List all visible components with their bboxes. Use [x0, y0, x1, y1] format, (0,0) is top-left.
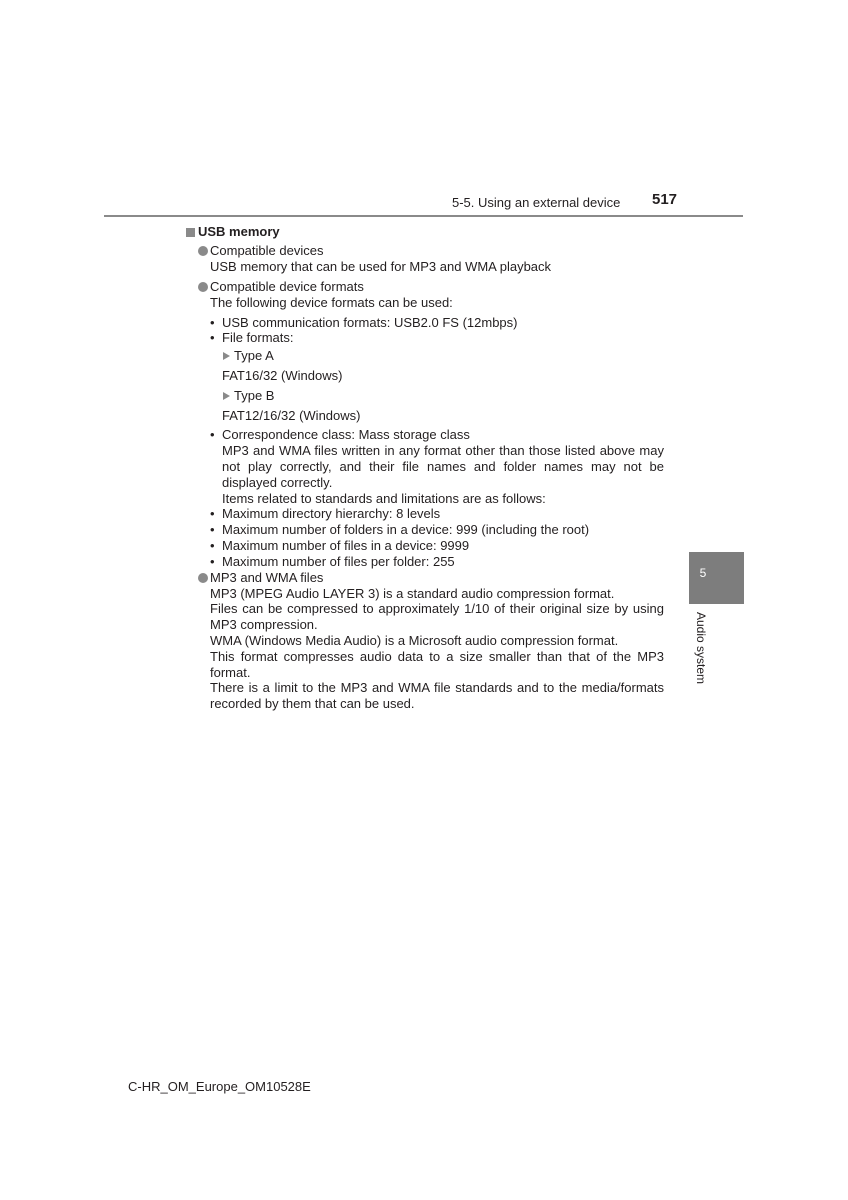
section-heading: USB memory: [198, 224, 280, 239]
circle-bullet-icon: [198, 282, 208, 292]
limit-item: [186, 522, 664, 538]
header-rule: [104, 215, 743, 217]
bullet-dot: •: [210, 553, 215, 569]
triangle-bullet-icon: [223, 352, 230, 360]
mp3-wma-paragraph: Files can be compressed to approximately 1/10 of their original size by using MP3 compression.: [210, 601, 664, 633]
formats-title: Compatible device formats: [210, 278, 364, 294]
mp3-wma-paragraph: WMA (Windows Media Audio) is a Microsoft audio compression format.: [210, 632, 619, 648]
header-section: 5-5. Using an external device: [452, 195, 621, 210]
content: [186, 224, 664, 712]
bullet-files-text: File formats:: [222, 330, 294, 346]
side-tab: [689, 552, 744, 604]
side-tab-label: Audio system: [694, 612, 708, 685]
limit-text: Maximum directory hierarchy: 8 levels: [222, 506, 441, 522]
limit-text: Maximum number of files in a device: 9999: [222, 537, 470, 553]
compatible-devices-title: Compatible devices: [210, 243, 324, 258]
page-number: 517: [652, 191, 678, 208]
bullet-usb-text: USB communication formats: USB2.0 FS (12mbps): [222, 314, 518, 330]
bullet-files: [186, 330, 664, 346]
mp3-wma-paragraph: This format compresses audio data to a size smaller than that of the MP3 format.: [210, 648, 664, 680]
bullet-dot: •: [210, 522, 215, 538]
circle-bullet-icon: [198, 573, 208, 583]
bullet-dot: •: [210, 314, 215, 330]
type-b-line: [186, 388, 664, 404]
circle-bullet-icon: [198, 246, 208, 256]
bullet-dot: •: [210, 427, 215, 443]
square-bullet-icon: [186, 228, 195, 237]
triangle-bullet-icon: [223, 392, 230, 400]
bullet-dot: •: [210, 537, 215, 553]
limit-text: Maximum number of folders in a device: 999 (including the root): [222, 522, 590, 538]
heading-line: [186, 224, 664, 240]
type-a-line: [186, 348, 664, 364]
type-a-value: FAT16/32 (Windows): [222, 367, 343, 383]
mp3-wma-title-line: [186, 570, 664, 586]
formats-title-line: [186, 279, 664, 295]
footer-code: C-HR_OM_Europe_OM10528E: [128, 1079, 311, 1094]
side-tab-number: 5: [699, 566, 707, 580]
items-intro: Items related to standards and limitations are as follows:: [222, 490, 546, 506]
limit-item: [186, 554, 664, 570]
mp3-wma-paragraph: There is a limit to the MP3 and WMA file standards and to the media/formats recorded by them that can be used.: [210, 680, 664, 712]
limit-text: Maximum number of files per folder: 255: [222, 553, 455, 569]
formats-intro: The following device formats can be used:: [210, 294, 453, 310]
type-a-label: Type A: [234, 348, 274, 364]
compatible-devices-title-line: [186, 243, 664, 259]
format-note: MP3 and WMA files written in any format other than those listed above may not play correctly, and their file names and folder names may not be displayed correctly.: [222, 443, 664, 490]
bullet-dot: •: [210, 506, 215, 522]
limit-item: [186, 506, 664, 522]
compatible-devices-text: USB memory that can be used for MP3 and WMA playback: [210, 259, 552, 274]
mp3-wma-title: MP3 and WMA files: [210, 569, 324, 585]
bullet-class-text: Correspondence class: Mass storage class: [222, 427, 470, 443]
bullet-dot: •: [210, 330, 215, 346]
type-b-label: Type B: [234, 387, 275, 403]
limit-item: [186, 538, 664, 554]
bullet-class: [186, 427, 664, 443]
type-b-value: FAT12/16/32 (Windows): [222, 407, 361, 423]
bullet-usb: [186, 315, 664, 331]
mp3-wma-paragraph: MP3 (MPEG Audio LAYER 3) is a standard audio compression format.: [210, 585, 615, 601]
